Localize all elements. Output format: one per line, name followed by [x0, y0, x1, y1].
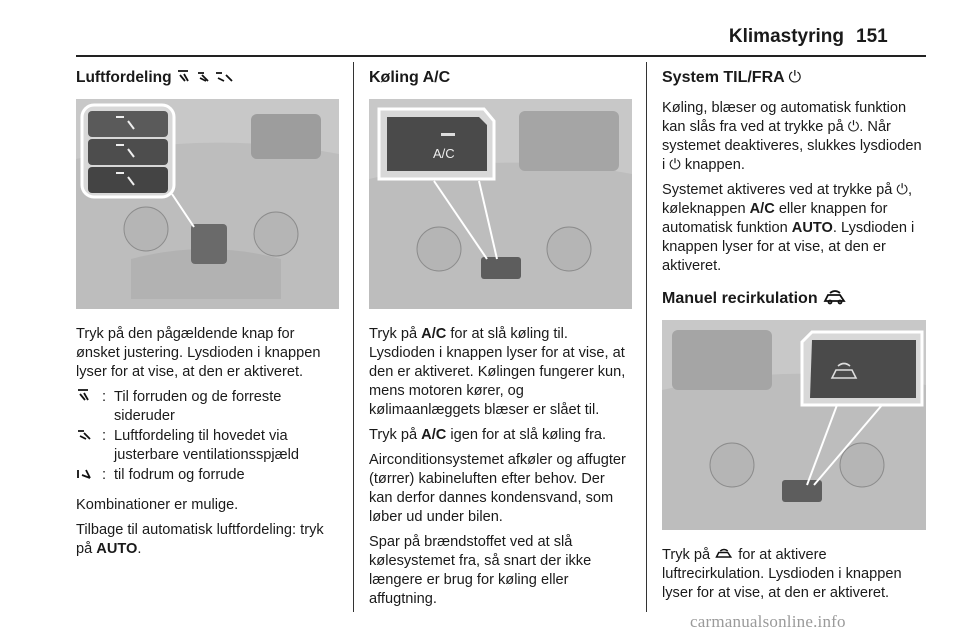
air-distribution-icons	[176, 69, 236, 86]
paragraph: Tilbage til automatisk luftfordeling: tryk på AUTO.	[76, 522, 324, 557]
column-divider	[646, 62, 647, 612]
head-airflow-icon	[76, 427, 102, 465]
section-heading-system-onoff: System TIL/FRA ⏻	[662, 69, 802, 86]
column-air-distribution	[76, 62, 339, 565]
page-number: 151	[856, 26, 888, 47]
list-item: : Luftfordeling til hovedet via justerbare ventilationsspjæld	[76, 427, 339, 465]
photo-recirculation-button	[662, 320, 926, 530]
watermark: carmanualsonline.info	[690, 612, 846, 631]
paragraph: Køling, blæser og automatisk funktion kan slås fra ved at trykke på ⏻. Når systemet deaktiveres, slukkes lysdioden i ⏻ knappen.	[662, 100, 922, 173]
power-icon: ⏻	[896, 182, 908, 198]
section-heading-manual-recirculation: Manuel recirkulation	[662, 288, 926, 310]
recirculation-icon	[822, 290, 848, 307]
paragraph: Systemet aktiveres ved at trykke på ⏻, køleknappen A/C eller knappen for automatisk funktion AUTO. Lysdioden i knappen lyser for at vise, at den er aktiveret.	[662, 182, 915, 274]
section-heading-cooling: Køling A/C	[369, 69, 451, 86]
power-icon: ⏻	[788, 69, 802, 86]
paragraph: Tryk på for at aktivere luftrecirkulation. Lysdioden i knappen lyser for at vise, at den er aktiveret.	[662, 547, 902, 601]
paragraph: Tryk på A/C for at slå køling til. Lysdioden i knappen lyser for at vise, at den er aktiveret. Kølingen fungerer kun, mens motoren kører, og kølimaanlæggets blæser er slået til.	[369, 326, 626, 418]
paragraph: Airconditionsystemet afkøler og affugter (tørrer) kabineluften efter behov. Der kan derfor dannes kondensvand, som løber ud under bilen.	[369, 452, 626, 525]
paragraph: Tryk på den pågældende knap for ønsket justering. Lysdioden i knappen lyser for at vise, at den er aktiveret.	[76, 326, 321, 380]
windscreen-airflow-icon	[76, 388, 102, 426]
ac-button-photo-label: A/C	[433, 146, 455, 161]
recirculation-icon	[714, 547, 734, 563]
paragraph: Tryk på A/C igen for at slå køling fra.	[369, 427, 607, 443]
air-distribution-list	[76, 388, 339, 486]
power-icon: ⏻	[669, 157, 681, 173]
section-heading-air-distribution: Luftfordeling	[76, 67, 339, 89]
power-icon: ⏻	[847, 119, 860, 135]
list-item: : til fodrum og forrude	[76, 466, 339, 486]
footwell-airflow-icon	[76, 466, 102, 486]
list-item: : Til forruden og de forreste sideruder	[76, 388, 339, 426]
page-header-title: Klimastyring	[728, 26, 844, 47]
header-rule	[76, 55, 926, 57]
paragraph: Kombinationer er mulige.	[76, 497, 239, 513]
column-cooling-ac	[369, 62, 632, 615]
photo-ac-button	[369, 99, 632, 309]
photo-air-distribution-buttons	[76, 99, 339, 309]
paragraph: Spar på brændstoffet ved at slå kølesystemet fra, så snart der ikke længere er brug for køling eller affugtning.	[369, 534, 592, 607]
column-system-onoff	[662, 62, 926, 609]
column-divider	[353, 62, 354, 612]
